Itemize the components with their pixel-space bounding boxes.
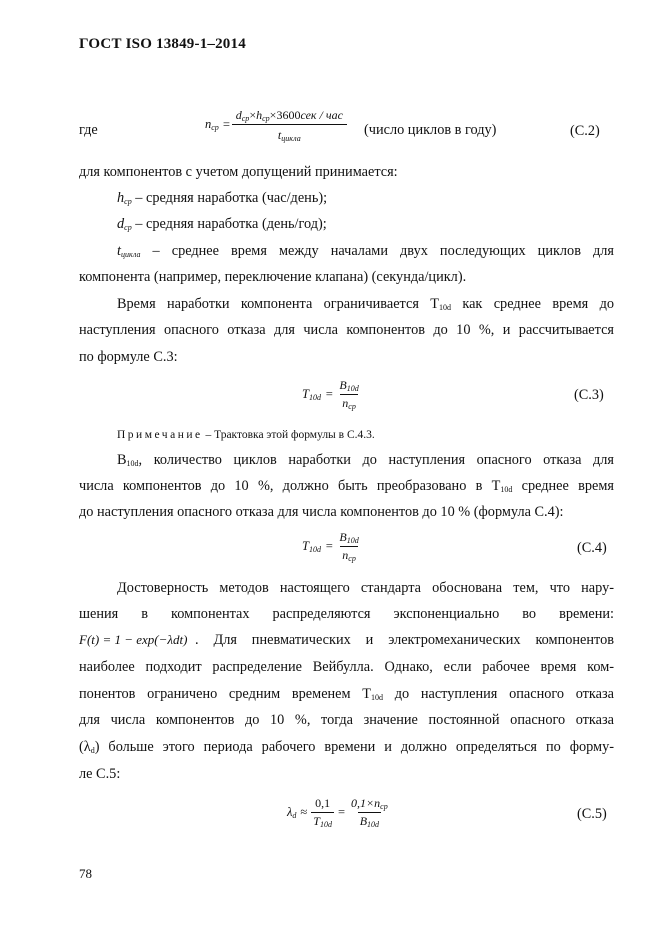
formula-c5: $\lambda_d$ ≈ $\frac{0,1}{T_{10d}}$ = $\frac{0,1\times n_{ср}}{B_{10d}}$ — [287, 796, 388, 829]
paragraph-line: $(\lambda_d)$ больше этого периода рабочего времени и должно определяться по форму- — [79, 739, 614, 755]
formula-c2: $n_{ср}$ = $\frac{d_{ср}\times h_{ср}\times 3600сек / час}{t_{цикла}}$ — [205, 108, 345, 143]
paragraph-line: $B_{10d}$, количество циклов наработки до наступления опасного отказа для — [117, 452, 614, 468]
paragraph-line — [79, 633, 187, 647]
formula-c4-number: (С.4) — [577, 540, 607, 556]
paragraph-line: наступления опасного отказа для числа компонентов до 10 %, и рассчитывается — [79, 322, 614, 338]
inline-formula: F(t) = 1 − exp(−λdt) — [79, 632, 188, 647]
formula-c3: $T_{10d}$ = $\frac{B_{10d}}{n_{ср}}$ — [302, 378, 359, 411]
paragraph-text: для компонентов с учетом допущений принимается: — [79, 164, 398, 180]
paragraph-line: числа компонентов до 10 %, должно быть преобразовано в $T_{10d}$ среднее время — [79, 478, 614, 494]
paragraph-line: до наступления опасного отказа для числа компонентов до 10 % (формула С.4): — [79, 504, 564, 520]
note: Примечание – Трактовка этой формулы в С.4.3. — [117, 429, 375, 441]
paragraph-line: Достоверность методов настоящего стандарта обоснована тем, что нару- — [117, 580, 614, 596]
where-label: где — [79, 122, 98, 138]
paragraph-line: шения в компонентах распределяются экспоненциально во времени: — [79, 606, 614, 622]
formula-c3-number: (С.3) — [574, 387, 604, 403]
definition-h: $h_{ср}$ – средняя наработка (час/день); — [117, 190, 328, 206]
paragraph-line: для числа компонентов до 10 %, тогда значение постоянной опасного отказа — [79, 712, 614, 728]
paragraph-line: ле С.5: — [79, 766, 121, 782]
definition-t-continued: компонента (например, переключение клапана) (секунда/цикл). — [79, 269, 467, 285]
definition-t: $t_{цикла}$ – среднее время между началами двух последующих циклов для — [117, 243, 614, 259]
formula-c2-fraction: $\frac{d_{ср}\times h_{ср}\times 3600сек / час}{t_{цикла}}$ — [234, 108, 345, 143]
paragraph-line: понентов ограничено средним временем $T_{10d}$ до наступления опасного отказа — [79, 686, 614, 702]
formula-c5-number: (С.5) — [577, 806, 607, 822]
paragraph-line: наиболее подходит распределение Вейбулла. Однако, если рабочее время ком- — [79, 659, 614, 675]
paragraph-line: . Для пневматических и электромеханических компонентов — [195, 632, 614, 648]
document-header: ГОСТ ISO 13849-1–2014 — [79, 36, 246, 52]
formula-c2-description: (число циклов в году) — [364, 122, 497, 138]
definition-d: $d_{ср}$ – средняя наработка (день/год); — [117, 216, 327, 232]
formula-c4: $T_{10d}$ = $\frac{B_{10d}}{n_{ср}}$ — [302, 530, 359, 563]
formula-c2-number: (С.2) — [570, 123, 600, 139]
note-label: Примечание — [117, 429, 203, 441]
paragraph-line: Время наработки компонента ограничивается $T_{10d}$ как среднее время до — [117, 296, 614, 312]
page-number: 78 — [79, 866, 92, 881]
paragraph-line: по формуле С.3: — [79, 349, 178, 365]
